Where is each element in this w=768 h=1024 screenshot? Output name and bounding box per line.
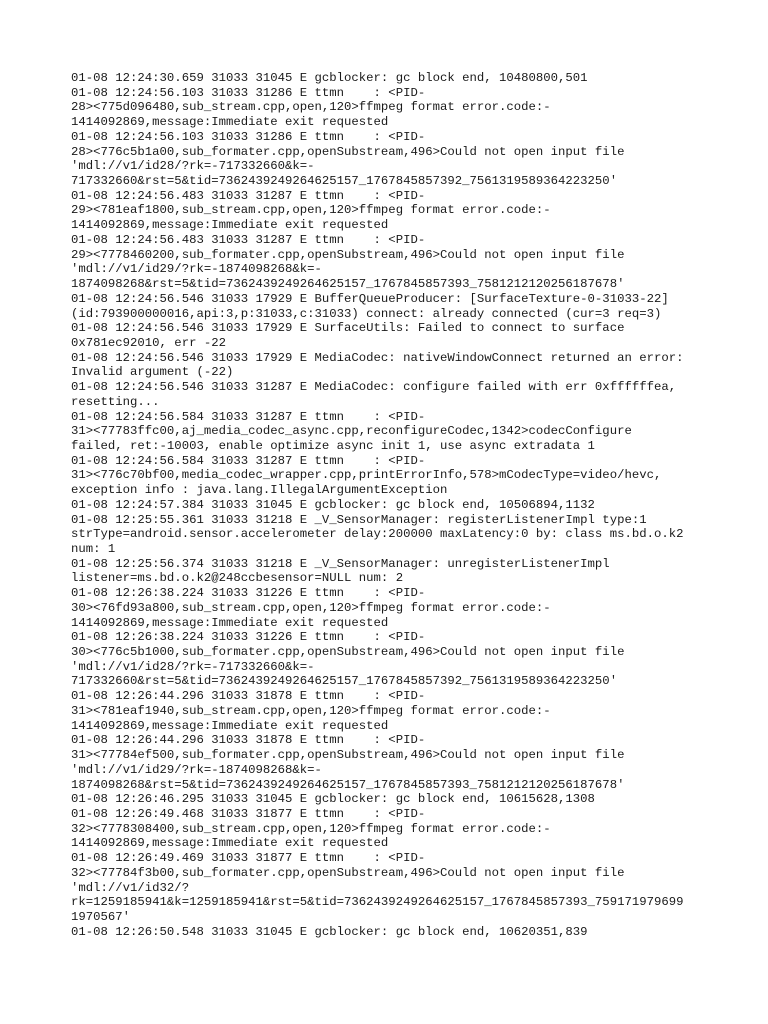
log-line: 1874098268&rst=5&tid=7362439249264625157_1767845857393_7581212120256187678' — [71, 777, 625, 792]
log-line: 1414092869,message:Immediate exit requested — [71, 218, 389, 233]
log-line: 1874098268&rst=5&tid=7362439249264625157_1767845857393_7581212120256187678' — [71, 277, 625, 292]
log-line: 01-08 12:25:55.361 31033 31218 E _V_SensorManager: registerListenerImpl type:1 — [71, 512, 647, 527]
log-line: 01-08 12:26:38.224 31033 31226 E ttmn : <PID- — [71, 630, 426, 645]
log-line: 'mdl://v1/id29/?rk=-1874098268&k=- — [71, 262, 322, 277]
log-line: 01-08 12:24:56.546 31033 17929 E SurfaceUtils: Failed to connect to surface — [71, 321, 625, 336]
log-line: listener=ms.bd.o.k2@248ccbesensor=NULL num: 2 — [71, 571, 404, 586]
log-line: exception info : java.lang.IllegalArgumentException — [71, 483, 448, 498]
log-line: 28><776c5b1a00,sub_formater.cpp,openSubstream,496>Could not open input file — [71, 144, 625, 159]
log-line: 'mdl://v1/id29/?rk=-1874098268&k=- — [71, 762, 322, 777]
log-line: 01-08 12:24:56.103 31033 31286 E ttmn : <PID- — [71, 85, 426, 100]
log-line: 01-08 12:26:49.468 31033 31877 E ttmn : <PID- — [71, 806, 426, 821]
log-line: 1414092869,message:Immediate exit requested — [71, 115, 389, 130]
log-line: 32><77784f3b00,sub_formater.cpp,openSubstream,496>Could not open input file — [71, 865, 625, 880]
log-line: 'mdl://v1/id28/?rk=-717332660&k=- — [71, 159, 315, 174]
log-line: 01-08 12:24:56.546 31033 17929 E BufferQueueProducer: [SurfaceTexture-0-31033-22] — [71, 291, 669, 306]
log-line: failed, ret:-10003, enable optimize async init 1, use async extradata 1 — [71, 438, 595, 453]
log-line: 01-08 12:24:56.103 31033 31286 E ttmn : <PID- — [71, 129, 426, 144]
log-text-block — [71, 71, 731, 939]
log-line: 01-08 12:24:56.483 31033 31287 E ttmn : <PID- — [71, 232, 426, 247]
log-line: 30><776c5b1000,sub_formater.cpp,openSubstream,496>Could not open input file — [71, 645, 625, 660]
log-line: 01-08 12:25:56.374 31033 31218 E _V_SensorManager: unregisterListenerImpl — [71, 556, 610, 571]
log-line: 01-08 12:24:56.483 31033 31287 E ttmn : <PID- — [71, 188, 426, 203]
log-line: 30><76fd93a800,sub_stream.cpp,open,120>ffmpeg format error.code:- — [71, 600, 551, 615]
log-line: 01-08 12:24:56.546 31033 31287 E MediaCodec: configure failed with err 0xffffffea, — [71, 380, 677, 395]
log-line: rk=1259185941&k=1259185941&rst=5&tid=7362439249264625157_1767845857393_759171979699 — [71, 895, 684, 910]
log-line: 32><7778308400,sub_stream.cpp,open,120>ffmpeg format error.code:- — [71, 821, 551, 836]
log-line: 0x781ec92010, err -22 — [71, 335, 226, 350]
log-line: 1970567' — [71, 909, 131, 924]
log-line: 01-08 12:26:49.469 31033 31877 E ttmn : <PID- — [71, 851, 426, 866]
log-line: 31><77784ef500,sub_formater.cpp,openSubstream,496>Could not open input file — [71, 748, 625, 763]
log-line: resetting... — [71, 394, 160, 409]
log-line: 01-08 12:24:56.584 31033 31287 E ttmn : <PID- — [71, 409, 426, 424]
log-line: 01-08 12:24:56.546 31033 17929 E MediaCodec: nativeWindowConnect returned an error: — [71, 350, 684, 365]
log-line: num: 1 — [71, 542, 116, 556]
log-line: 31><781eaf1940,sub_stream.cpp,open,120>ffmpeg format error.code:- — [71, 703, 551, 718]
log-line: 28><775d096480,sub_stream.cpp,open,120>ffmpeg format error.code:- — [71, 100, 551, 115]
log-line: 01-08 12:24:30.659 31033 31045 E gcblocker: gc block end, 10480800,501 — [71, 71, 588, 85]
log-line: 1414092869,message:Immediate exit requested — [71, 718, 389, 733]
log-line: 'mdl://v1/id28/?rk=-717332660&k=- — [71, 659, 315, 674]
log-line: 01-08 12:26:46.295 31033 31045 E gcblocker: gc block end, 10615628,1308 — [71, 792, 595, 807]
log-line: Invalid argument (-22) — [71, 365, 234, 380]
log-line: 29><7778460200,sub_formater.cpp,openSubstream,496>Could not open input file — [71, 247, 625, 262]
log-line: 1414092869,message:Immediate exit requested — [71, 615, 389, 630]
log-line: 1414092869,message:Immediate exit requested — [71, 836, 389, 851]
log-line: 31><77783ffc00,aj_media_codec_async.cpp,reconfigureCodec,1342>codecConfigure — [71, 424, 632, 439]
log-line: 01-08 12:24:56.584 31033 31287 E ttmn : <PID- — [71, 453, 426, 468]
log-line: 01-08 12:24:57.384 31033 31045 E gcblocker: gc block end, 10506894,1132 — [71, 497, 595, 512]
log-line: strType=android.sensor.accelerometer delay:200000 maxLatency:0 by: class ms.bd.o.k2 — [71, 527, 684, 542]
log-line: (id:793900000016,api:3,p:31033,c:31033) connect: already connected (cur=3 req=3) — [71, 306, 662, 321]
log-line: 01-08 12:26:44.296 31033 31878 E ttmn : <PID- — [71, 689, 426, 704]
log-line: 717332660&rst=5&tid=7362439249264625157_1767845857392_7561319589364223250' — [71, 674, 618, 689]
log-line: 31><776c70bf00,media_codec_wrapper.cpp,printErrorInfo,578>mCodecType=video/hevc, — [71, 468, 662, 483]
log-line: 717332660&rst=5&tid=7362439249264625157_1767845857392_7561319589364223250' — [71, 174, 618, 189]
log-line: 29><781eaf1800,sub_stream.cpp,open,120>ffmpeg format error.code:- — [71, 203, 551, 218]
log-line: 01-08 12:26:50.548 31033 31045 E gcblocker: gc block end, 10620351,839 — [71, 924, 588, 939]
log-line: 'mdl://v1/id32/? — [71, 880, 190, 895]
log-line: 01-08 12:26:44.296 31033 31878 E ttmn : <PID- — [71, 733, 426, 748]
log-line: 01-08 12:26:38.224 31033 31226 E ttmn : <PID- — [71, 586, 426, 601]
